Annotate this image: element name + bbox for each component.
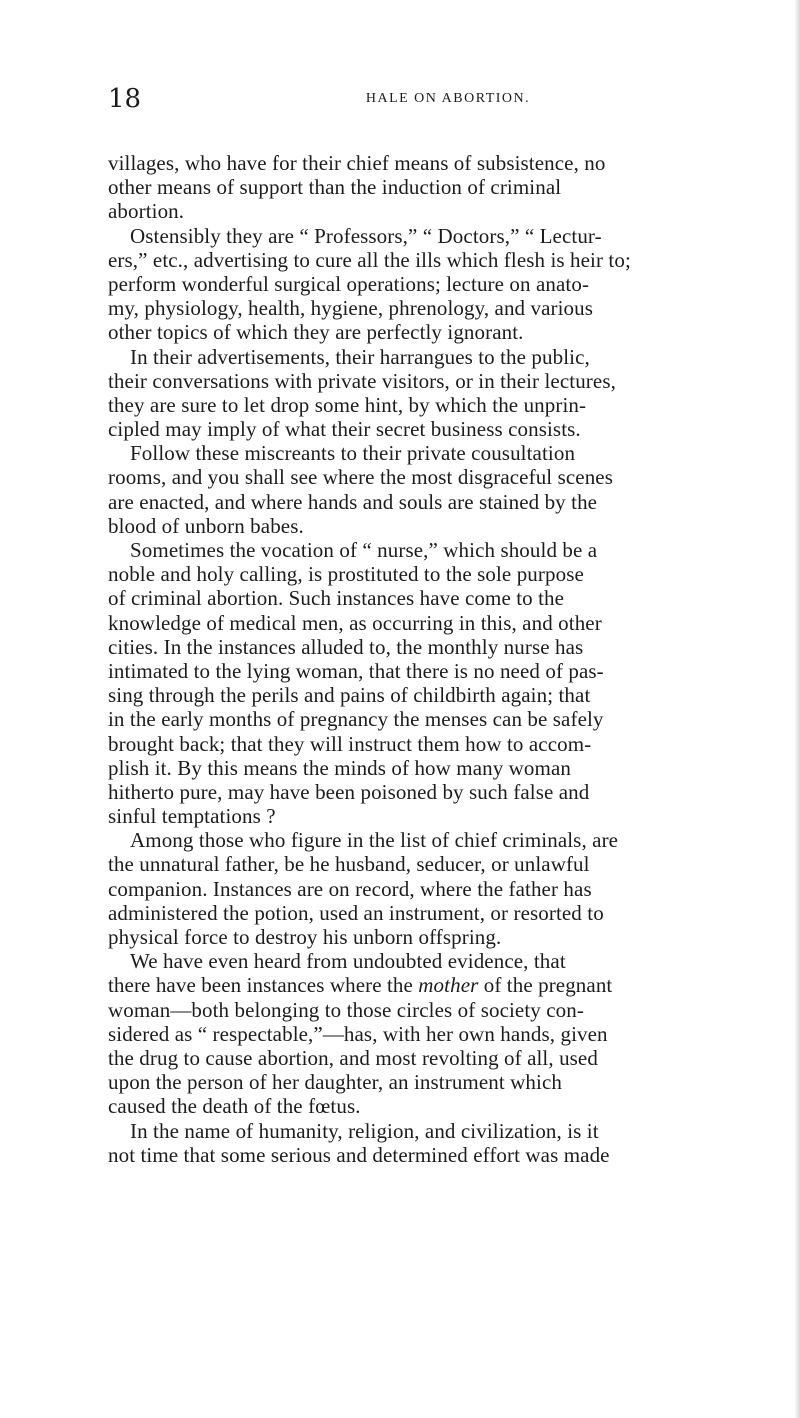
text-line: not time that some serious and determined effort was made — [108, 1142, 610, 1167]
text-line: sinful temptations ? — [108, 804, 276, 829]
text-line: my, physiology, health, hygiene, phrenology, and various — [108, 296, 594, 321]
text-line: caused the death of the fœtus. — [108, 1094, 361, 1119]
emphasized-word: mother — [418, 973, 479, 998]
text-line: in the early months of pregnancy the menses can be safely — [108, 707, 604, 732]
text-segment: there have been instances where the — [108, 973, 413, 998]
text-line: hitherto pure, may have been poisoned by such false and — [108, 779, 590, 804]
text-line: perform wonderful surgical operations; lecture on anato- — [108, 271, 590, 296]
text-line: upon the person of her daughter, an instrument which — [108, 1070, 562, 1095]
text-line: are enacted, and where hands and souls are stained by the — [108, 489, 598, 514]
text-line: brought back; that they will instruct them how to accom- — [108, 731, 592, 756]
text-line: sidered as “ respectable,”—has, with her own hands, given — [108, 1021, 608, 1046]
paragraph-start-line: Follow these miscreants to their private cousultation — [130, 441, 576, 466]
text-line: intimated to the lying woman, that there is no need of pas- — [108, 658, 604, 683]
page-edge-shadow — [794, 0, 800, 1418]
text-line: noble and holy calling, is prostituted to the sole purpose — [108, 562, 584, 587]
paragraph-start-line: Among those who figure in the list of chief criminals, are — [130, 828, 619, 853]
text-line: of criminal abortion. Such instances have come to the — [108, 586, 565, 611]
text-line: plish it. By this means the minds of how many woman — [108, 755, 571, 780]
text-line: woman—both belonging to those circles of society con- — [108, 997, 584, 1022]
text-line: rooms, and you shall see where the most disgraceful scenes — [108, 465, 613, 490]
body-text — [108, 151, 792, 1167]
text-line: villages, who have for their chief means of subsistence, no — [108, 151, 606, 175]
text-line: ers,” etc., advertising to cure all the ills which flesh is heir to; — [108, 247, 631, 272]
text-segment: of the pregnant — [483, 973, 613, 998]
text-line: administered the potion, used an instrument, or resorted to — [108, 900, 604, 925]
text-line-with-emphasis — [108, 973, 792, 997]
page-number: 18 — [108, 84, 142, 114]
text-line: knowledge of medical men, as occurring in this, and other — [108, 610, 602, 635]
text-line: they are sure to let drop some hint, by which the unprin- — [108, 392, 587, 417]
text-line: cipled may imply of what their secret business consists. — [108, 417, 581, 442]
text-line: companion. Instances are on record, where the father has — [108, 876, 592, 901]
paragraph-start-line: Sometimes the vocation of “ nurse,” which should be a — [130, 538, 598, 562]
text-line: blood of unborn babes. — [108, 513, 304, 538]
running-head: HALE ON ABORTION. — [365, 91, 531, 106]
text-line: cities. In the instances alluded to, the monthly nurse has — [108, 634, 584, 659]
text-line: other topics of which they are perfectly ignorant. — [108, 320, 524, 345]
paragraph-start-line: In the name of humanity, religion, and civilization, is it — [130, 1118, 599, 1143]
paragraph-start-line: We have even heard from undoubted evidence, that — [130, 949, 566, 974]
text-line: their conversations with private visitors, or in their lectures, — [108, 368, 616, 393]
text-line: the unnatural father, be he husband, seducer, or unlawful — [108, 852, 590, 877]
text-line: sing through the perils and pains of childbirth again; that — [108, 683, 591, 708]
paragraph-start-line: Ostensibly they are “ Professors,” “ Doctors,” “ Lectur- — [130, 223, 602, 248]
text-line: abortion. — [108, 199, 185, 224]
text-line: other means of support than the induction of criminal — [108, 175, 562, 200]
text-line: the drug to cause abortion, and most revolting of all, used — [108, 1045, 598, 1070]
text-line: physical force to destroy his unborn offspring. — [108, 925, 502, 949]
paragraph-start-line: In their advertisements, their harrangues to the public, — [130, 344, 590, 369]
page-header — [108, 84, 800, 114]
